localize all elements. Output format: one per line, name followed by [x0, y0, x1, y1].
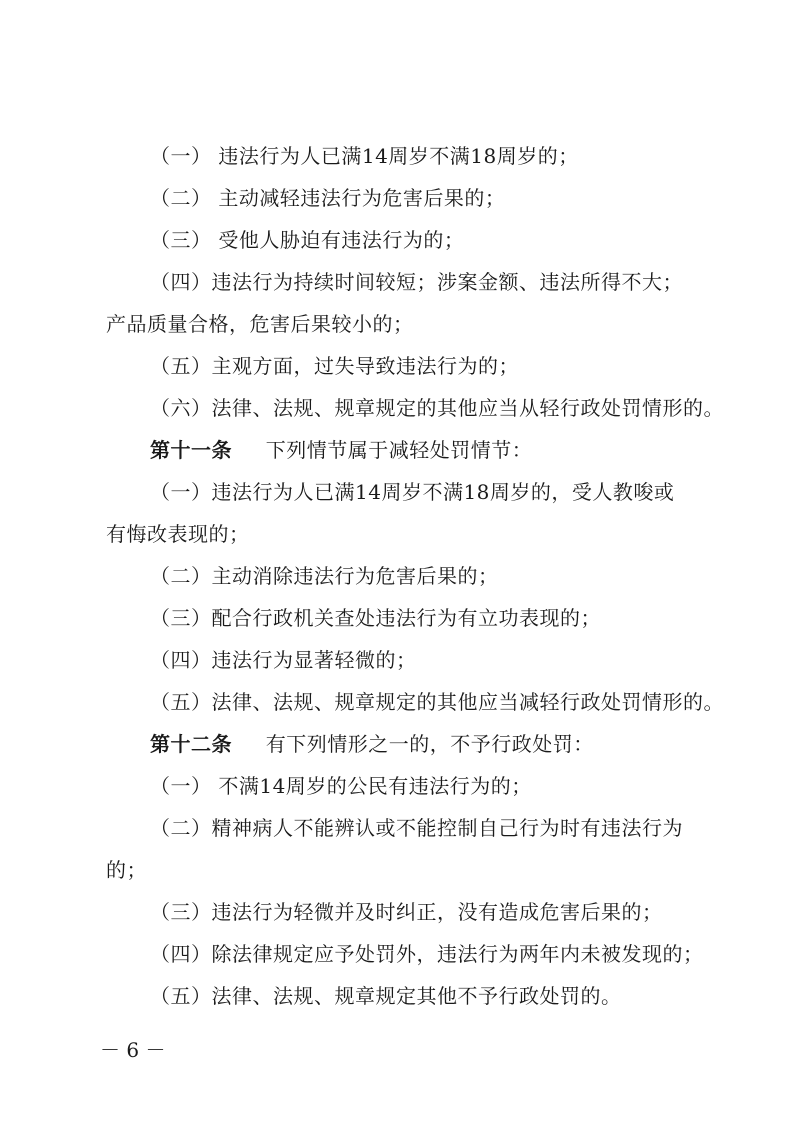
paragraph-line: （四）违法行为显著轻微的；	[150, 648, 417, 672]
paragraph-line: （一）违法行为人已满14周岁不满18周岁的，受人教唆或	[150, 480, 675, 504]
paragraph-line: （五）主观方面，过失导致违法行为的；	[150, 354, 519, 378]
page-number: － 6 －	[100, 1038, 166, 1062]
paragraph-line: （三）违法行为轻微并及时纠正，没有造成危害后果的；	[150, 900, 663, 924]
paragraph-line: （二）主动消除违法行为危害后果的；	[150, 564, 499, 588]
paragraph-line: （三） 受他人胁迫有违法行为的；	[150, 228, 465, 252]
article-11-heading: 第十一条	[150, 438, 232, 462]
article-12-text: 有下列情形之一的，不予行政处罚：	[265, 732, 594, 756]
article-11-line	[150, 436, 700, 464]
paragraph-line: （二） 主动减轻违法行为危害后果的；	[150, 186, 506, 210]
article-12-line	[150, 730, 700, 758]
paragraph-line: 的；	[106, 858, 147, 882]
article-11-text: 下列情节属于减轻处罚情节：	[265, 438, 533, 462]
paragraph-line: （二）精神病人不能辨认或不能控制自己行为时有违法行为	[150, 816, 683, 840]
paragraph-line: （六）法律、法规、规章规定的其他应当从轻行政处罚情形的。	[150, 396, 724, 420]
paragraph-line: 有悔改表现的；	[106, 522, 250, 546]
article-12-heading: 第十二条	[150, 732, 232, 756]
paragraph-line: （一） 违法行为人已满14周岁不满18周岁的；	[150, 144, 579, 168]
paragraph-line: 产品质量合格，危害后果较小的；	[106, 312, 414, 336]
paragraph-line: （五）法律、法规、规章规定其他不予行政处罚的。	[150, 984, 622, 1008]
paragraph-line: （三）配合行政机关查处违法行为有立功表现的；	[150, 606, 601, 630]
paragraph-line: （四）除法律规定应予处罚外，违法行为两年内未被发现的；	[150, 942, 704, 966]
paragraph-line: （一） 不满14周岁的公民有违法行为的；	[150, 774, 532, 798]
paragraph-line: （四）违法行为持续时间较短；涉案金额、违法所得不大；	[150, 270, 683, 294]
paragraph-line: （五）法律、法规、规章规定的其他应当减轻行政处罚情形的。	[150, 690, 724, 714]
